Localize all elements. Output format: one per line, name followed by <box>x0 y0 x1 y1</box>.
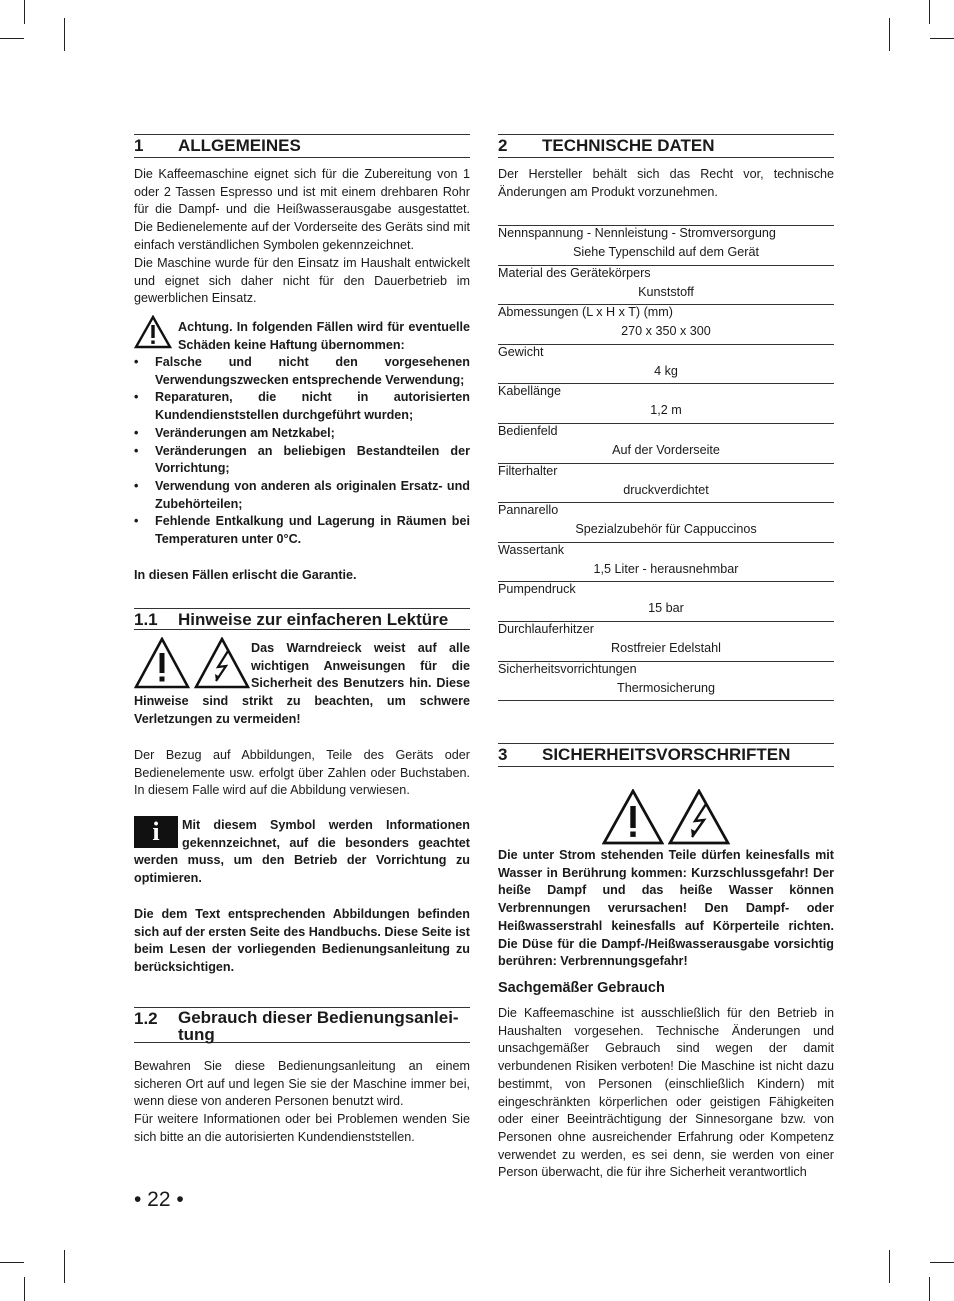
warning-triangle-icon <box>602 789 664 845</box>
list-item: • Fehlende Entkalkung und Lagerung in Räumen bei Temperaturen unter 0°C. <box>134 513 470 548</box>
section-1-heading <box>134 134 470 158</box>
table-row <box>498 581 834 621</box>
section-title: ALLGEMEINES <box>178 136 301 155</box>
section-1-paragraph-2: Die Maschine wurde für den Einsatz im Haushalt entwickelt und eignet sich daher nicht für den Dauerbetrieb im gewerblichen Einsatz. <box>134 256 470 306</box>
list-item: • Verwendung von anderen als originalen Ersatz- und Zubehörteilen; <box>134 478 470 513</box>
row-label: Durchlauferhitzer <box>498 621 594 636</box>
section-number: 3 <box>498 745 508 764</box>
guarantee-note: In diesen Fällen erlischt die Garantie. <box>134 568 357 582</box>
warning-list <box>134 354 470 549</box>
section-3-heading <box>498 743 834 767</box>
table-row <box>498 225 834 265</box>
table-row <box>498 383 834 423</box>
warning-intro: Achtung. In folgenden Fällen wird für eventuelle Schäden keine Haftung übernommen: <box>178 320 470 352</box>
row-value: 270 x 350 x 300 <box>621 324 711 339</box>
row-label: Pumpendruck <box>498 582 576 597</box>
section-1-2-paragraph-1: Bewahren Sie diese Bedienungsanleitung an einem sicheren Ort auf und legen Sie sie der Maschine immer bei, wenn diese von anderen Personen benutzt wird. <box>134 1059 470 1109</box>
row-label: Kabellänge <box>498 384 562 399</box>
row-value: Kunststoff <box>638 284 694 299</box>
row-value: 4 kg <box>654 363 678 378</box>
proper-use-subheading: Sachgemäßer Gebrauch <box>498 980 665 996</box>
row-value: Thermosicherung <box>617 680 715 695</box>
section-number: 1.2 <box>134 1009 158 1028</box>
table-row <box>498 423 834 463</box>
row-value: 1,2 m <box>650 403 682 418</box>
row-label: Wassertank <box>498 542 565 557</box>
section-1-1-heading <box>134 608 470 630</box>
section-number: 1 <box>134 136 144 155</box>
row-value: Siehe Typenschild auf dem Gerät <box>573 245 759 259</box>
row-value: druckverdichtet <box>623 482 709 497</box>
row-value: 15 bar <box>648 601 684 616</box>
row-label: Pannarello <box>498 503 559 518</box>
section-title: Hinweise zur einfacheren Lektüre <box>178 610 449 629</box>
row-label: Nennspannung - Nennleistung - Stromversorgung <box>498 226 776 240</box>
triangle-note <box>134 640 470 729</box>
section-number: 1.1 <box>134 610 158 629</box>
warning-triangle-icon <box>134 315 172 349</box>
table-row <box>498 502 834 542</box>
list-item: • Veränderungen am Netzkabel; <box>134 425 470 443</box>
safety-warning: Die unter Strom stehenden Teile dürfen keinesfalls mit Wasser in Berührung kommen: Kurzschlussgefahr! Der heiße Dampf und das heiße Wasser können Verbrennungen verursachen! Den Dampf- oder Heißwasserstrahl keinesfalls auf Körperteile richten. Die Düse für die Dampf-/Heißwasserausgabe vorsichtig berühren: Verbrennungsgefahr! <box>498 848 834 969</box>
section-title: Gebrauch dieser Bedienungsanlei- tung <box>178 1008 459 1044</box>
table-row <box>498 463 834 503</box>
section-title: SICHERHEITSVORSCHRIFTEN <box>542 745 791 764</box>
info-note-text: Mit diesem Symbol werden Informationen gekennzeichnet, auf die besonders geachtet werden muss, um den Betrieb der Vorrichtung zu optimieren. <box>134 818 470 886</box>
row-value: Spezialzubehör für Cappuccinos <box>575 522 757 537</box>
list-item: • Reparaturen, die nicht in autorisierten Kundendienststellen durchgeführt wurden; <box>134 389 470 424</box>
triangle-note-text: Das Warndreieck weist auf alle wichtigen Anweisungen für die Sicherheit des Benutzers hin. Diese Hinweise sind strikt zu beachten, um schwere Verletzungen zu vermeiden! <box>134 641 470 726</box>
electric-hazard-icon <box>668 789 730 845</box>
table-row <box>498 661 834 702</box>
row-value: Auf der Vorderseite <box>612 442 720 457</box>
row-value: Rostfreier Edelstahl <box>611 640 721 655</box>
section-2-intro: Der Hersteller behält sich das Recht vor, technische Änderungen am Produkt vorzunehmen. <box>498 167 834 199</box>
list-item: • Falsche und nicht den vorgesehenen Verwendungszwecken entsprechende Verwendung; <box>134 354 470 389</box>
page-number: • 22 • <box>134 1188 184 1211</box>
row-label: Gewicht <box>498 344 544 359</box>
images-note: Die dem Text entsprechenden Abbildungen befinden sich auf der ersten Seite des Handbuchs. Diese Seite ist beim Lesen der vorliegenden Bedienungsanleitung zu berücksichtigen. <box>134 907 470 975</box>
row-label: Material des Gerätekörpers <box>498 265 651 280</box>
row-label: Abmessungen (L x H x T) (mm) <box>498 305 673 320</box>
row-value: 1,5 Liter - herausnehmbar <box>593 561 739 576</box>
section-1-2-heading <box>134 1007 470 1043</box>
info-note <box>134 817 470 888</box>
row-label: Sicherheitsvorrichtungen <box>498 661 637 676</box>
section-number: 2 <box>498 136 508 155</box>
section-1-paragraph-1: Die Kaffeemaschine eignet sich für die Zubereitung von 1 oder 2 Tassen Espresso und ist mit einem drehbaren Rohr für die Dampf- und die Heißwasserausgabe ausgestattet. Die Bedienelemente auf der Vorderseite des Geräts sind mit einfach verständlichen Symbolen gekennzeichnet. <box>134 167 470 252</box>
section-1-2-paragraph-2: Für weitere Informationen oder bei Problemen wenden Sie sich bitte an die autorisierten Kundendienststellen. <box>134 1112 470 1144</box>
table-row <box>498 304 834 344</box>
info-icon: i <box>134 816 178 848</box>
row-label: Bedienfeld <box>498 423 558 438</box>
list-item: • Veränderungen an beliebigen Bestandteilen der Vorrichtung; <box>134 443 470 478</box>
technical-data-table <box>498 225 834 701</box>
reference-paragraph: Der Bezug auf Abbildungen, Teile des Geräts oder Bedienelemente usw. erfolgt über Zahlen oder Buchstaben. In diesem Falle wird auf die Abbildung verwiesen. <box>134 748 470 798</box>
section-2-heading <box>498 134 834 158</box>
table-row <box>498 621 834 661</box>
section-title: TECHNISCHE DATEN <box>542 136 715 155</box>
table-row <box>498 542 834 582</box>
table-row <box>498 265 834 305</box>
row-label: Filterhalter <box>498 463 558 478</box>
table-row <box>498 344 834 384</box>
proper-use-paragraph: Die Kaffeemaschine ist ausschließlich für den Betrieb in Haushalten vorgesehen. Technische Änderungen und unsachgemäßer Gebrauch sind wegen der damit verbundenen Risiken verboten! Die Maschine ist nicht dazu bestimmt, von Personen (einschließlich Kindern) mit eingeschränkten körperlichen oder geistigen Fähigkeiten oder einer Beeinträchtigung der Sinnesorgane bzw. von Personen ohne ausreichender Erfahrung oder Kompetenz verwendet zu werden, es sei denn, sie werden von einer Person überwacht, die für ihre Sicherheit verantwortlich <box>498 1006 834 1180</box>
